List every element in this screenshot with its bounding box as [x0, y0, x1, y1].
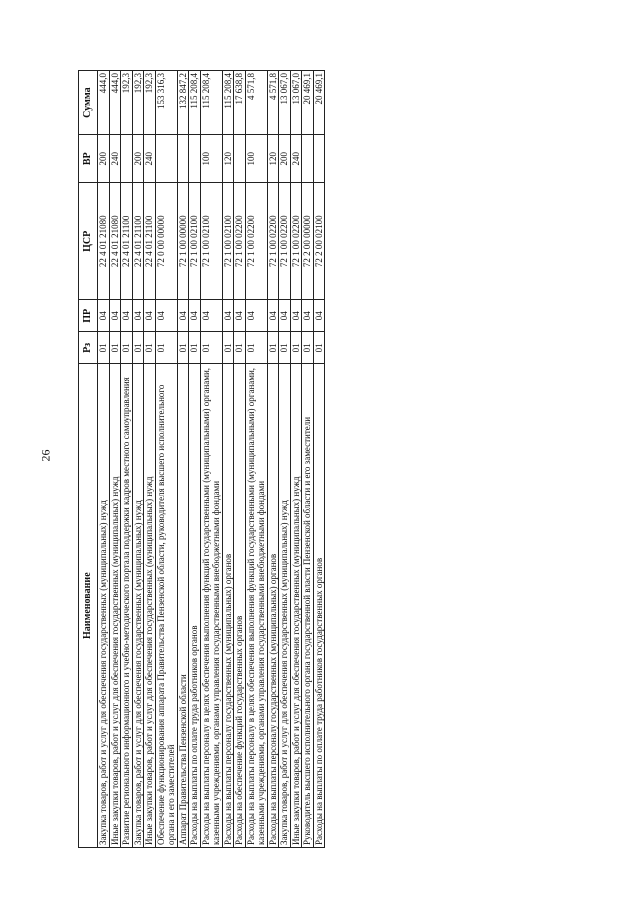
table-row	[290, 71, 302, 848]
table-row	[302, 71, 314, 848]
cell-name: Расходы на выплаты персоналу государственных (муниципальных) органов	[222, 364, 234, 848]
cell-pr: 04	[302, 300, 314, 332]
cell-name: Иные закупки товаров, работ и услуг для обеспечения государственных (муниципальных) нужд	[109, 364, 121, 848]
cell-pr: 04	[177, 300, 189, 332]
cell-pr: 04	[200, 300, 222, 332]
cell-pr: 04	[121, 300, 133, 332]
cell-pr: 04	[279, 300, 291, 332]
cell-name: Аппарат Правительства Пензенской области	[177, 364, 189, 848]
table-row	[155, 71, 177, 848]
cell-vr: 200	[98, 135, 110, 183]
cell-sum: 20 469,1	[302, 71, 314, 135]
cell-rz: 01	[222, 332, 234, 364]
cell-vr: 240	[144, 135, 156, 183]
table-row	[109, 71, 121, 848]
table-row	[245, 71, 267, 848]
cell-rz: 01	[245, 332, 267, 364]
cell-csr: 72 2 00 00000	[302, 183, 314, 300]
cell-rz: 01	[200, 332, 222, 364]
cell-rz: 01	[234, 332, 246, 364]
cell-csr: 72 1 00 02200	[245, 183, 267, 300]
cell-pr: 04	[245, 300, 267, 332]
cell-pr: 04	[144, 300, 156, 332]
cell-pr: 04	[132, 300, 144, 332]
cell-rz: 01	[144, 332, 156, 364]
cell-pr: 04	[234, 300, 246, 332]
cell-sum: 192,3	[144, 71, 156, 135]
cell-sum: 17 638,8	[234, 71, 246, 135]
table-row	[222, 71, 234, 848]
cell-vr	[234, 135, 246, 183]
cell-name: Развитие регионального информационного и учебно-методического портала поддержки кадров местного самоуправления	[121, 364, 133, 848]
cell-sum: 13 067,0	[290, 71, 302, 135]
cell-csr: 72 1 00 02100	[200, 183, 222, 300]
cell-sum: 444,0	[98, 71, 110, 135]
cell-csr: 72 1 00 02200	[267, 183, 279, 300]
rotated-page-content	[78, 70, 630, 848]
cell-csr: 22 4 01 21080	[98, 183, 110, 300]
cell-vr: 240	[290, 135, 302, 183]
page-number: 26	[38, 449, 53, 462]
cell-pr: 04	[109, 300, 121, 332]
cell-csr: 22 4 01 21080	[109, 183, 121, 300]
cell-vr: 120	[267, 135, 279, 183]
cell-sum: 13 067,0	[279, 71, 291, 135]
header-sum: Сумма	[79, 71, 98, 135]
cell-csr: 72 2 00 02100	[313, 183, 325, 300]
cell-csr: 72 1 00 02200	[290, 183, 302, 300]
header-pr: ПР	[79, 300, 98, 332]
cell-vr	[189, 135, 201, 183]
table-row	[132, 71, 144, 848]
cell-pr: 04	[155, 300, 177, 332]
cell-rz: 01	[267, 332, 279, 364]
cell-name: Расходы на выплаты персоналу государственных (муниципальных) органов	[267, 364, 279, 848]
cell-name: Обеспечение функционирования аппарата Правительства Пензенской области, руководителя высшего исполнительного органа и его заместителей	[155, 364, 177, 848]
cell-sum: 115 208,4	[222, 71, 234, 135]
cell-sum: 115 208,4	[189, 71, 201, 135]
cell-vr	[302, 135, 314, 183]
cell-sum: 4 571,8	[267, 71, 279, 135]
cell-pr: 04	[98, 300, 110, 332]
cell-rz: 01	[313, 332, 325, 364]
header-csr: ЦСР	[79, 183, 98, 300]
table-row	[177, 71, 189, 848]
cell-csr: 22 4 01 21100	[144, 183, 156, 300]
cell-sum: 192,3	[132, 71, 144, 135]
table-body	[98, 71, 325, 848]
cell-pr: 04	[222, 300, 234, 332]
cell-rz: 01	[155, 332, 177, 364]
cell-name: Расходы на обеспечение функций государственных органов	[234, 364, 246, 848]
budget-table	[78, 70, 325, 848]
cell-sum: 444,0	[109, 71, 121, 135]
table-row	[144, 71, 156, 848]
table-row	[189, 71, 201, 848]
cell-csr: 72 1 00 00000	[177, 183, 189, 300]
cell-sum: 4 571,8	[245, 71, 267, 135]
cell-vr: 200	[279, 135, 291, 183]
cell-rz: 01	[98, 332, 110, 364]
cell-rz: 01	[189, 332, 201, 364]
cell-pr: 04	[313, 300, 325, 332]
table-header-row	[79, 71, 98, 848]
cell-csr: 22 4 01 21100	[121, 183, 133, 300]
table-row	[279, 71, 291, 848]
cell-sum: 115 208,4	[200, 71, 222, 135]
cell-pr: 04	[290, 300, 302, 332]
cell-name: Расходы на выплаты персоналу в целях обеспечения выполнения функций государственными (муниципальными) органами, казенными учреждениями, органами управления государственными внебюджетными фондами	[200, 364, 222, 848]
cell-sum: 20 469,1	[313, 71, 325, 135]
cell-vr	[313, 135, 325, 183]
cell-vr	[155, 135, 177, 183]
cell-name: Закупка товаров, работ и услуг для обеспечения государственных (муниципальных) нужд	[132, 364, 144, 848]
table-row	[234, 71, 246, 848]
header-rz: Рз	[79, 332, 98, 364]
cell-name: Закупка товаров, работ и услуг для обеспечения государственных (муниципальных) нужд	[98, 364, 110, 848]
cell-sum: 132 847,2	[177, 71, 189, 135]
cell-vr: 100	[200, 135, 222, 183]
cell-sum: 192,3	[121, 71, 133, 135]
cell-rz: 01	[279, 332, 291, 364]
cell-csr: 72 0 00 00000	[155, 183, 177, 300]
cell-csr: 72 1 00 02100	[222, 183, 234, 300]
cell-csr: 72 1 00 02100	[189, 183, 201, 300]
cell-csr: 22 4 01 21100	[132, 183, 144, 300]
cell-name: Расходы на выплаты по оплате труда работников государственных органов	[313, 364, 325, 848]
table-row	[200, 71, 222, 848]
cell-vr: 120	[222, 135, 234, 183]
table-row	[313, 71, 325, 848]
cell-rz: 01	[121, 332, 133, 364]
cell-vr: 100	[245, 135, 267, 183]
cell-name: Иные закупки товаров, работ и услуг для обеспечения государственных (муниципальных) нужд	[144, 364, 156, 848]
cell-csr: 72 1 00 02200	[234, 183, 246, 300]
cell-sum: 153 316,3	[155, 71, 177, 135]
table-row	[98, 71, 110, 848]
cell-rz: 01	[302, 332, 314, 364]
cell-vr: 200	[132, 135, 144, 183]
cell-name: Расходы на выплаты персоналу в целях обеспечения выполнения функций государственными (муниципальными) органами, казенными учреждениями, органами управления государственными внебюджетными фондами	[245, 364, 267, 848]
cell-rz: 01	[177, 332, 189, 364]
header-vr: ВР	[79, 135, 98, 183]
cell-rz: 01	[132, 332, 144, 364]
header-name: Наименование	[79, 364, 98, 848]
cell-name: Иные закупки товаров, работ и услуг для обеспечения государственных (муниципальных) нужд	[290, 364, 302, 848]
table-row	[267, 71, 279, 848]
cell-rz: 01	[290, 332, 302, 364]
cell-pr: 04	[189, 300, 201, 332]
cell-csr: 72 1 00 02200	[279, 183, 291, 300]
cell-pr: 04	[267, 300, 279, 332]
cell-vr: 240	[109, 135, 121, 183]
cell-name: Руководитель высшего исполнительного органа государственной власти Пензенской области и его заместители	[302, 364, 314, 848]
cell-rz: 01	[109, 332, 121, 364]
cell-vr	[177, 135, 189, 183]
cell-name: Закупка товаров, работ и услуг для обеспечения государственных (муниципальных) нужд	[279, 364, 291, 848]
cell-name: Расходы на выплаты по оплате труда работников органов	[189, 364, 201, 848]
cell-vr	[121, 135, 133, 183]
table-row	[121, 71, 133, 848]
